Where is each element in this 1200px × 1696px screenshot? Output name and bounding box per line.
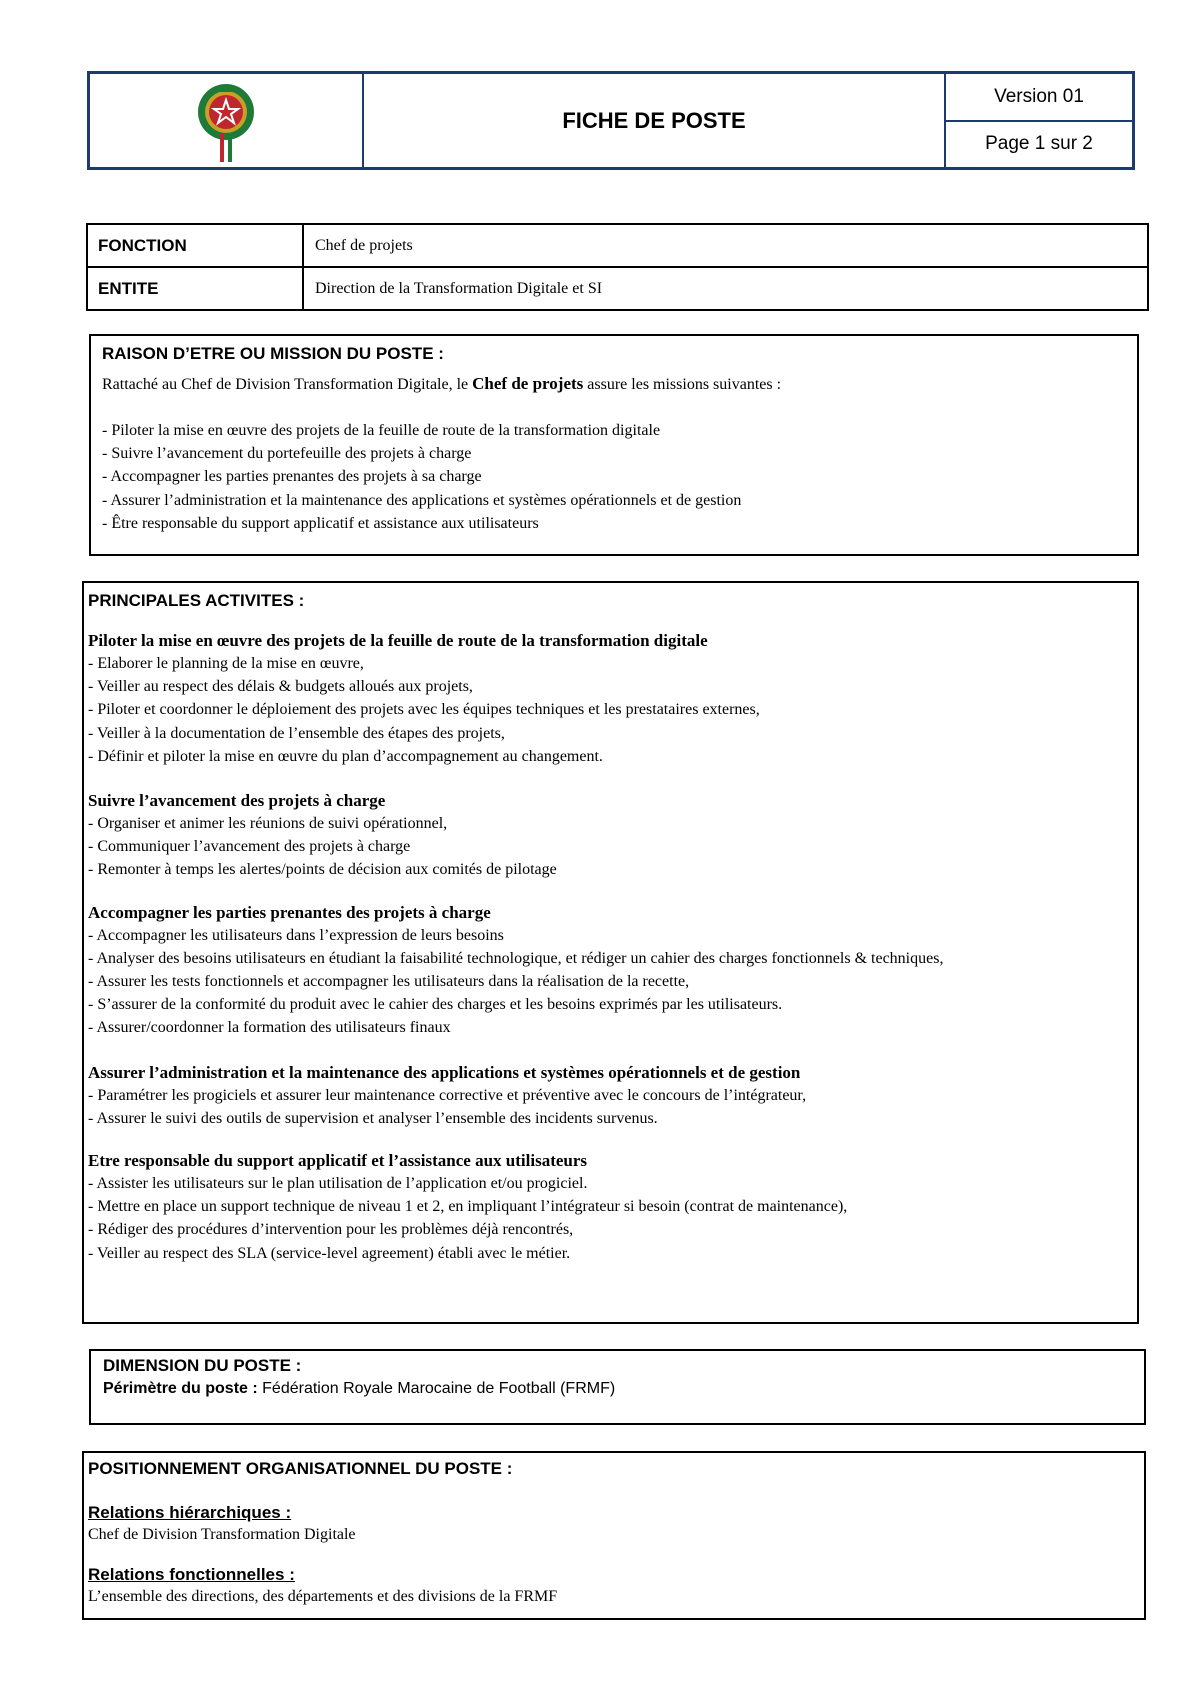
logo-cell xyxy=(90,74,364,167)
activity-section-heading: Piloter la mise en œuvre des projets de la feuille de route de la transformation digitale xyxy=(88,631,708,650)
activity-item: - Elaborer le planning de la mise en œuvre, xyxy=(88,655,364,672)
activity-item: - Mettre en place un support technique de niveau 1 et 2, en impliquant l’intégrateur si besoin (contrat de maintenance), xyxy=(88,1198,848,1216)
functional-relations-value: L’ensemble des directions, des départements et des divisions de la FRMF xyxy=(88,1588,558,1605)
version-cell xyxy=(946,74,1132,167)
mission-item: - Piloter la mise en œuvre des projets de la feuille de route de la transformation digitale xyxy=(102,422,661,439)
entite-label: ENTITE xyxy=(88,268,304,309)
hierarchical-relations-value: Chef de Division Transformation Digitale xyxy=(88,1526,356,1543)
entite-value: Direction de la Transformation Digitale et SI xyxy=(315,279,603,297)
mission-item: - Être responsable du support applicatif et assistance aux utilisateurs xyxy=(102,514,539,532)
document-title: FICHE DE POSTE xyxy=(364,74,946,167)
functional-relations-label: Relations fonctionnelles : xyxy=(88,1565,295,1584)
version-label: Version 01 xyxy=(946,74,1132,122)
mission-intro-role: Chef de projets xyxy=(472,374,584,393)
perimeter-label: Périmètre du poste : xyxy=(103,1380,258,1397)
activities-title: PRINCIPALES ACTIVITES : xyxy=(88,591,305,610)
activity-item: - Veiller au respect des SLA (service-level agreement) établi avec le métier. xyxy=(88,1244,571,1262)
dimension-box xyxy=(89,1349,1146,1425)
positioning-box xyxy=(82,1451,1146,1620)
activity-section-heading: Etre responsable du support applicatif et l’assistance aux utilisateurs xyxy=(88,1151,588,1171)
fonction-label: FONCTION xyxy=(88,225,304,266)
dimension-perimeter xyxy=(103,1377,1132,1401)
frmf-crest-icon xyxy=(194,76,258,166)
activity-item: - Communiquer l’avancement des projets à charge xyxy=(88,838,411,856)
activity-item: - Organiser et animer les réunions de suivi opérationnel, xyxy=(88,815,448,833)
activity-item: - Rédiger des procédures d’intervention pour les problèmes déjà rencontrés, xyxy=(88,1221,574,1239)
positioning-title: POSITIONNEMENT ORGANISATIONNEL DU POSTE : xyxy=(88,1459,513,1478)
mission-item: - Suivre l’avancement du portefeuille des projets à charge xyxy=(102,445,472,463)
activities-box xyxy=(82,581,1139,1324)
dimension-title: DIMENSION DU POSTE : xyxy=(103,1356,302,1375)
activity-item: - Veiller à la documentation de l’ensemble des étapes des projets, xyxy=(88,724,505,742)
function-table xyxy=(86,223,1149,311)
activity-section-heading: Suivre l’avancement des projets à charge xyxy=(88,791,386,811)
activity-item: - Assurer/coordonner la formation des utilisateurs finaux xyxy=(88,1019,451,1037)
activity-item: - Analyser des besoins utilisateurs en étudiant la faisabilité technologique, et rédiger un cahier des charges fonctionnels & techniques, xyxy=(88,949,944,967)
activity-item: - Accompagner les utilisateurs dans l’expression de leurs besoins xyxy=(88,926,504,944)
activity-item: - Piloter et coordonner le déploiement des projets avec les équipes techniques et les prestataires externes, xyxy=(88,701,760,719)
mission-intro xyxy=(102,372,1127,396)
entite-row xyxy=(88,266,1147,309)
mission-title: RAISON D’ETRE OU MISSION DU POSTE : xyxy=(102,344,444,363)
activity-item: - Assister les utilisateurs sur le plan utilisation de l’application et/ou progiciel. xyxy=(88,1175,588,1193)
activity-item: - Paramétrer les progiciels et assurer leur maintenance corrective et préventive avec le concours de l’intégrateur, xyxy=(88,1086,807,1104)
document-header xyxy=(87,71,1135,170)
activity-section-heading: Accompagner les parties prenantes des projets à charge xyxy=(88,902,491,922)
activity-section-heading: Assurer l’administration et la maintenance des applications et systèmes opérationnels et de gestion xyxy=(88,1062,801,1082)
activity-item: - Veiller au respect des délais & budgets alloués aux projets, xyxy=(88,678,473,696)
activity-item: - Définir et piloter la mise en œuvre du plan d’accompagnement au changement. xyxy=(88,747,603,765)
perimeter-value: Fédération Royale Marocaine de Football (FRMF) xyxy=(257,1380,616,1397)
hierarchical-relations-label: Relations hiérarchiques : xyxy=(88,1503,292,1522)
activity-item: - Assurer le suivi des outils de supervision et analyser l’ensemble des incidents survenus. xyxy=(88,1109,658,1127)
mission-intro-after: assure les missions suivantes : xyxy=(583,376,782,393)
activity-item: - Assurer les tests fonctionnels et accompagner les utilisateurs dans la réalisation de la recette, xyxy=(88,973,690,991)
mission-item: - Assurer l’administration et la maintenance des applications et systèmes opérationnels et de gestion xyxy=(102,491,742,509)
mission-box xyxy=(89,334,1139,556)
mission-item: - Accompagner les parties prenantes des projets à sa charge xyxy=(102,468,482,486)
fonction-value: Chef de projets xyxy=(315,236,413,254)
activity-item: - S’assurer de la conformité du produit avec le cahier des charges et les besoins exprimés par les utilisateurs. xyxy=(88,996,783,1014)
mission-intro-before: Rattaché au Chef de Division Transformation Digitale, le xyxy=(102,376,473,393)
fonction-row xyxy=(88,225,1147,266)
activity-item: - Remonter à temps les alertes/points de décision aux comités de pilotage xyxy=(88,861,557,879)
page-number: Page 1 sur 2 xyxy=(985,133,1093,155)
